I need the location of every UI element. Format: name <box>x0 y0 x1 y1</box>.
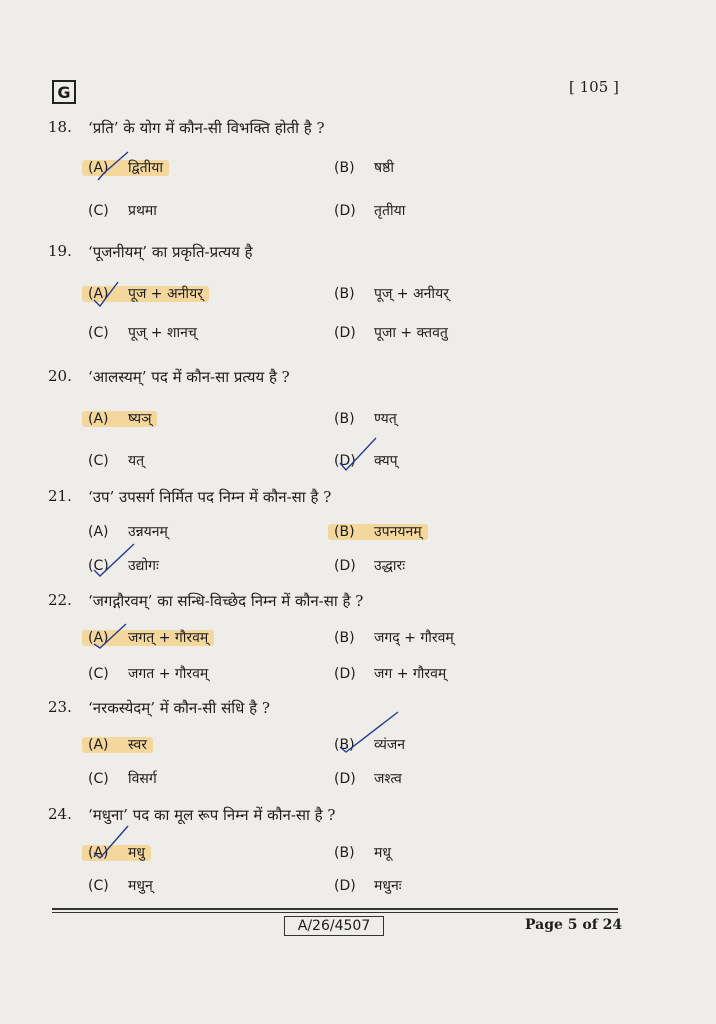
option-c <box>88 323 197 342</box>
option-text: पूज् + शानच् <box>128 325 197 341</box>
question-text: ‘मधुना’ पद का मूल रूप निम्न में कौन-सा है ? <box>88 806 336 824</box>
option-label: (D) <box>334 453 356 469</box>
question-number: 18. <box>48 118 72 136</box>
option-text: यत् <box>128 453 145 469</box>
option-c <box>88 876 153 895</box>
option-text: षष्ठी <box>374 160 394 176</box>
option-b <box>334 843 391 862</box>
option-a <box>88 409 157 428</box>
question-text: ‘नरकस्येदम्’ में कौन-सी संधि है ? <box>88 699 270 717</box>
option-text: मधु <box>128 845 145 861</box>
option-text: मधुन् <box>128 878 153 894</box>
option-label: (D) <box>334 558 356 574</box>
option-a <box>88 158 169 177</box>
option-d <box>334 451 398 470</box>
option-d <box>334 323 448 342</box>
option-label: (B) <box>334 286 355 302</box>
option-text: तृतीया <box>374 203 406 219</box>
option-text: व्यंजन <box>374 737 406 753</box>
option-label: (D) <box>334 325 356 341</box>
option-label: (C) <box>88 453 109 469</box>
option-text: जश्त्व <box>374 771 402 787</box>
option-label: (C) <box>88 203 109 219</box>
option-a <box>88 628 214 647</box>
option-b <box>334 284 449 303</box>
option-c <box>88 664 208 683</box>
option-label: (B) <box>334 845 355 861</box>
question-text: ‘आलस्यम्’ पद में कौन-सा प्रत्यय है ? <box>88 368 290 386</box>
question-text: ‘उप’ उपसर्ग निर्मित पद निम्न में कौन-सा है ? <box>88 488 332 506</box>
page-footer: Page 5 of 24 <box>525 917 623 933</box>
question-number: 22. <box>48 591 72 609</box>
option-b <box>334 735 405 754</box>
option-text: क्यप् <box>374 453 398 469</box>
option-label: (B) <box>334 524 355 540</box>
option-text: उद्योगः <box>128 558 159 574</box>
option-c <box>88 556 159 575</box>
option-text: उपनयनम् <box>374 524 422 540</box>
option-text: विसर्ग <box>128 771 157 787</box>
option-text: पूज + अनीयर् <box>128 286 203 302</box>
question-number: 21. <box>48 487 72 505</box>
option-label: (A) <box>88 160 109 176</box>
option-d <box>334 556 405 575</box>
option-label: (B) <box>334 630 355 646</box>
option-c <box>88 451 144 470</box>
option-text: जगत् + गौरवम् <box>128 630 209 646</box>
option-b <box>334 628 454 647</box>
option-text: जगद् + गौरवम् <box>374 630 454 646</box>
option-a <box>88 735 153 754</box>
option-d <box>334 876 402 895</box>
footer-rule <box>52 908 618 910</box>
option-text: ष्यञ् <box>128 411 152 427</box>
question-number: 19. <box>48 242 72 260</box>
option-d <box>334 664 446 683</box>
option-label: (A) <box>88 737 109 753</box>
option-label: (D) <box>334 666 356 682</box>
question-text: ‘पूजनीयम्’ का प्रकृति-प्रत्यय है <box>88 243 253 261</box>
question-number: 20. <box>48 367 72 385</box>
option-text: द्वितीया <box>128 160 164 176</box>
option-a <box>88 284 209 303</box>
question-number: 23. <box>48 698 72 716</box>
question-number: 24. <box>48 805 72 823</box>
option-c <box>88 769 157 788</box>
option-text: उन्नयनम् <box>128 524 168 540</box>
option-label: (B) <box>334 411 355 427</box>
option-text: मधुनः <box>374 878 402 894</box>
option-label: (A) <box>88 630 109 646</box>
option-text: स्वर <box>128 737 147 753</box>
option-label: (C) <box>88 325 109 341</box>
option-text: पूजा + क्तवतु <box>374 325 448 341</box>
option-text: जग + गौरवम् <box>374 666 447 682</box>
option-label: (D) <box>334 878 356 894</box>
option-a <box>88 843 151 862</box>
option-d <box>334 201 405 220</box>
option-b <box>334 522 428 541</box>
series-code: G <box>57 82 71 102</box>
option-text: जगत + गौरवम् <box>128 666 209 682</box>
question-text: ‘जगद्गौरवम्’ का सन्धि-विच्छेद निम्न में कौन-सा है ? <box>88 592 364 610</box>
option-label: (A) <box>88 845 109 861</box>
option-label: (D) <box>334 203 356 219</box>
question-text: ‘प्रति’ के योग में कौन-सी विभक्ति होती है ? <box>88 119 325 137</box>
option-text: प्रथमा <box>128 203 157 219</box>
option-text: पूज् + अनीयर् <box>374 286 449 302</box>
option-c <box>88 201 157 220</box>
series-code-box <box>52 80 76 104</box>
footer-rule <box>52 912 618 913</box>
option-d <box>334 769 402 788</box>
option-label: (A) <box>88 524 109 540</box>
option-label: (A) <box>88 286 109 302</box>
option-label: (B) <box>334 160 355 176</box>
booklet-code: A/26/4507 <box>284 916 384 936</box>
option-a <box>88 522 168 541</box>
option-label: (D) <box>334 771 356 787</box>
option-text: उद्धारः <box>374 558 406 574</box>
option-label: (C) <box>88 666 109 682</box>
option-b <box>334 158 394 177</box>
option-label: (B) <box>334 737 355 753</box>
option-label: (A) <box>88 411 109 427</box>
option-text: ण्यत् <box>374 411 397 427</box>
page-number: [ 105 ] <box>569 78 619 96</box>
option-label: (C) <box>88 771 109 787</box>
option-label: (C) <box>88 558 109 574</box>
option-text: मधू <box>374 845 391 861</box>
option-b <box>334 409 397 428</box>
option-label: (C) <box>88 878 109 894</box>
